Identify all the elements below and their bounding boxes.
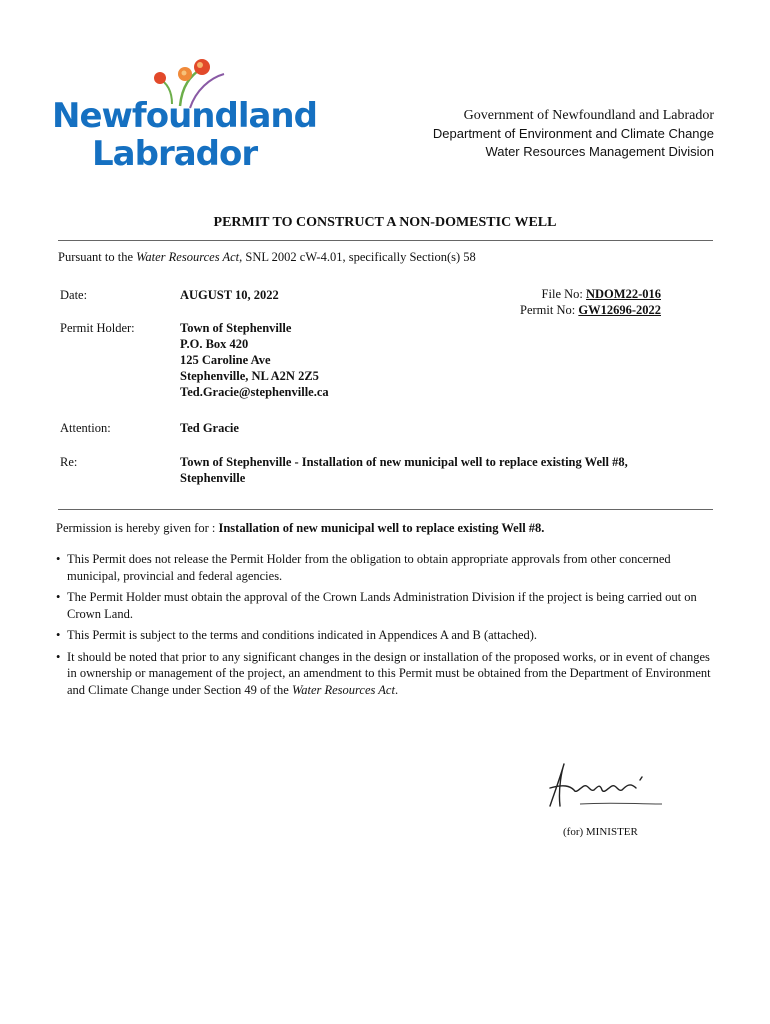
- list-item: • The Permit Holder must obtain the approval of the Crown Lands Administration Division if the project is being carried out on Crown Land.: [56, 589, 716, 622]
- header-division: Water Resources Management Division: [485, 144, 714, 159]
- signature-caption: (for) MINISTER: [563, 826, 638, 838]
- file-number: File No: NDOM22-016: [541, 287, 661, 301]
- government-logo: [52, 56, 317, 178]
- holder-line: 125 Caroline Ave: [180, 353, 271, 367]
- re-label: Re:: [60, 455, 78, 469]
- holder-line: Stephenville, NL A2N 2Z5: [180, 369, 319, 383]
- list-item: • It should be noted that prior to any significant changes in the design or installation of the proposed works, or in event of changes in ownership or management of the project, an amendment to this Permit must be obtained from the Department of Environment and Climate Change under Section 49 of the Water Resources Act.: [56, 649, 716, 699]
- date-label: Date:: [60, 288, 88, 302]
- holder-line: Town of Stephenville: [180, 321, 292, 335]
- logo-wordmark-labrador: Labrador: [92, 134, 258, 174]
- date-value: AUGUST 10, 2022: [180, 288, 279, 302]
- holder-line: P.O. Box 420: [180, 337, 249, 351]
- act-name: Water Resources Act: [136, 250, 240, 264]
- conditions-list: [56, 551, 716, 703]
- list-item: • This Permit is subject to the terms and conditions indicated in Appendices A and B (attached).: [56, 627, 716, 644]
- list-item: • This Permit does not release the Permit Holder from the obligation to obtain appropriate approvals from other concerned municipal, provincial and federal agencies.: [56, 551, 716, 584]
- file-number-value: NDOM22-016: [586, 287, 661, 301]
- permit-number: Permit No: GW12696-2022: [520, 303, 661, 317]
- permit-holder-address: [180, 320, 329, 400]
- pursuant-line: Pursuant to the Water Resources Act, SNL 2002 cW-4.01, specifically Section(s) 58: [58, 250, 476, 264]
- permission-statement: Permission is hereby given for : Installation of new municipal well to replace existing Well #8.: [56, 521, 545, 535]
- header-government: Government of Newfoundland and Labrador: [463, 108, 714, 123]
- title-divider: [58, 240, 713, 241]
- permit-number-value: GW12696-2022: [578, 303, 661, 317]
- signature-image: [540, 758, 670, 818]
- permit-holder-label: Permit Holder:: [60, 321, 135, 335]
- document-title: PERMIT TO CONSTRUCT A NON-DOMESTIC WELL: [213, 215, 557, 230]
- section-divider: [58, 509, 713, 510]
- attention-label: Attention:: [60, 421, 111, 435]
- header-department: Department of Environment and Climate Change: [432, 126, 714, 141]
- logo-wordmark-newfoundland: Newfoundland: [52, 96, 317, 136]
- attention-value: Ted Gracie: [180, 421, 239, 435]
- re-value: Town of Stephenville - Installation of new municipal well to replace existing Well #8, Stephenville: [180, 455, 628, 485]
- holder-email: Ted.Gracie@stephenville.ca: [180, 385, 329, 399]
